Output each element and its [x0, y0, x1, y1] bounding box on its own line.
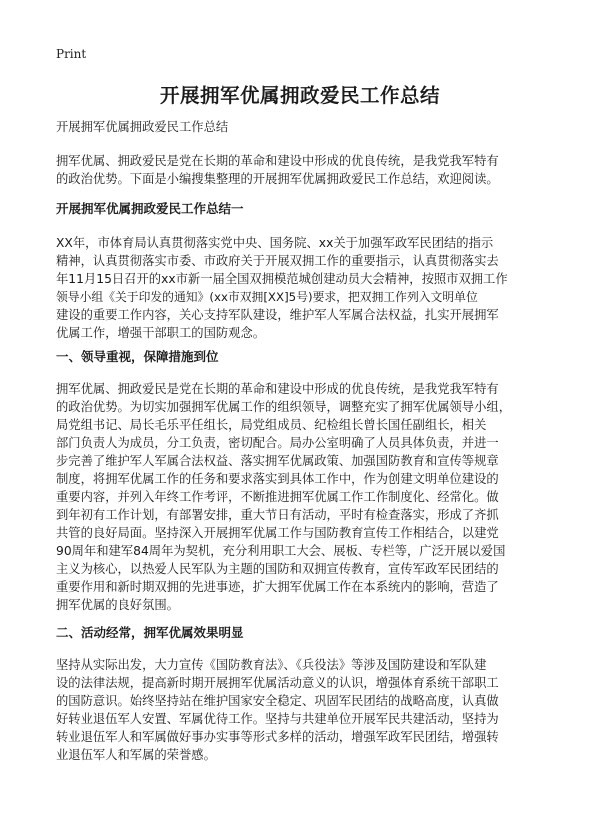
paragraph-1 — [56, 234, 546, 342]
text-line: 转业退伍军人和军属做好事办实事等形式多样的活动，增强军政军民团结，增强转 — [56, 730, 499, 744]
text-line: 拥军优属的良好氛围。 — [56, 598, 179, 612]
document-subtitle — [56, 118, 546, 136]
intro-paragraph — [56, 152, 546, 188]
text-line: 部门负责人为成员，分工负责，密切配合。局办公室明确了人员具体负责，并进一 — [56, 436, 499, 450]
text-line: 领导小组《关于印发的通知》(xx市双拥[XX]5号)要求，把双拥工作列入文明单位 — [56, 290, 478, 304]
text-line: 设的法律法规，提高新时期开展拥军优属活动意义的认识，增强体育系统干部职工 — [56, 676, 499, 690]
text-line: 精神，认真贯彻落实市委、市政府关于开展双拥工作的重要指示，认真贯彻落实去 — [56, 254, 499, 268]
text-line: 优属工作，增强干部职工的国防观念。 — [56, 326, 266, 340]
text-line: 重要作用和新时期双拥的先进事迹，扩大拥军优属工作在本系统内的影响，营造了 — [56, 580, 499, 594]
text-line: 的政治优势。为切实加强拥军优属工作的组织领导，调整充实了拥军优属领导小组， — [56, 400, 511, 414]
document-title: 开展拥军优属拥政爱民工作总结 — [159, 84, 440, 107]
text-line: 90周年和建军84周年为契机，充分利用职工大会、展板、专栏等，广泛开展以爱国 — [56, 544, 506, 558]
text-line: 年11月15日召开的xx市新一届全国双拥模范城创建动员大会精神，按照市双拥工作 — [56, 272, 508, 286]
text-line: 建设的重要工作内容，关心支持军队建设，维护军人军属合法权益，扎实开展拥军 — [56, 308, 499, 322]
paragraph-3 — [56, 656, 546, 764]
text-line: 的政治优势。下面是小编搜集整理的开展拥军优属拥政爱民工作总结，欢迎阅读。 — [56, 172, 499, 186]
text-line: 拥军优属、拥政爱民是党在长期的革命和建设中形成的优良传统，是我党我军特有 — [56, 154, 499, 168]
text-line: 步完善了维护军人军属合法权益、落实拥军优属政策、加强国防教育和宣传等规章 — [56, 454, 499, 468]
text-line: 重要内容，并列入年终工作考评，不断推进拥军优属工作工作制度化、经常化。做 — [56, 490, 499, 504]
paragraph-2 — [56, 380, 546, 614]
heading-2 — [56, 624, 546, 642]
text-line: 的国防意识。始终坚持站在维护国家安全稳定、巩固军民团结的战略高度，认真做 — [56, 694, 499, 708]
heading-2-text: 二、活动经常，拥军优属效果明显 — [56, 625, 244, 640]
print-link[interactable]: Print — [56, 47, 87, 61]
text-line: 共管的良好局面。坚持深入开展拥军优属工作与国防教育宣传工作相结合，以建党 — [56, 526, 499, 540]
text-line: 制度，将拥军优属工作的任务和要求落实到具体工作中，作为创建文明单位建设的 — [56, 472, 499, 486]
text-line: 到年初有工作计划，有部署安排，重大节日有活动，平时有检查落实，形成了齐抓 — [56, 508, 499, 522]
section-title — [56, 200, 546, 218]
heading-1 — [56, 348, 546, 366]
text-line: 主义为核心，以热爱人民军队为主题的国防和双拥宣传教育，宣传军政军民团结的 — [56, 562, 499, 576]
text-line: 拥军优属、拥政爱民是党在长期的革命和建设中形成的优良传统，是我党我军特有 — [56, 382, 499, 396]
text-line: XX年，市体育局认真贯彻落实党中央、国务院、xx关于加强军政军民团结的指示 — [56, 236, 494, 250]
text-line: 局党组书记、局长毛乐平任组长，局党组成员、纪检组长曾长国任副组长，相关 — [56, 418, 487, 432]
text-line: 好转业退伍军人安置、军属优待工作。坚持与共建单位开展军民共建活动，坚持为 — [56, 712, 499, 726]
subtitle-text: 开展拥军优属拥政爱民工作总结 — [56, 120, 229, 134]
text-line: 业退伍军人和军属的荣誉感。 — [56, 748, 216, 762]
heading-1-text: 一、领导重视，保障措施到位 — [56, 349, 219, 364]
text-line: 坚持从实际出发，大力宣传《国防教育法》、《兵役法》等涉及国防建设和军队建 — [56, 658, 487, 672]
section-title-text: 开展拥军优属拥政爱民工作总结一 — [56, 201, 244, 216]
